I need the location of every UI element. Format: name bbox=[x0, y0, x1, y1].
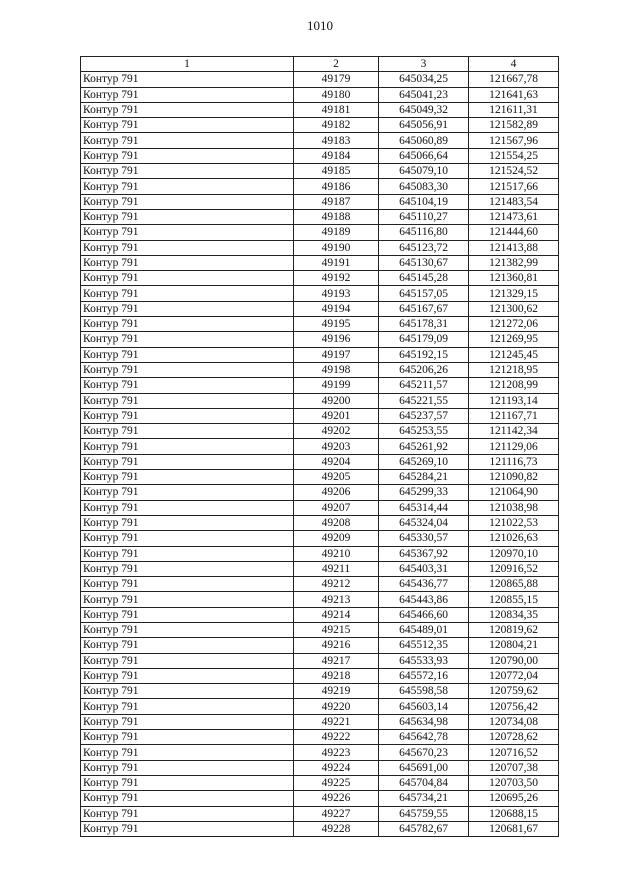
point-number-cell: 49223 bbox=[294, 745, 379, 760]
table-row bbox=[81, 470, 559, 485]
y-coordinate-cell: 121272,06 bbox=[469, 317, 559, 332]
point-number-cell: 49209 bbox=[294, 531, 379, 546]
x-coordinate-cell: 645253,55 bbox=[379, 424, 469, 439]
x-coordinate-cell: 645704,84 bbox=[379, 775, 469, 790]
x-coordinate-cell: 645598,58 bbox=[379, 684, 469, 699]
x-coordinate-cell: 645206,26 bbox=[379, 362, 469, 377]
y-coordinate-cell: 120970,10 bbox=[469, 546, 559, 561]
column-header: 1 bbox=[81, 57, 294, 72]
y-coordinate-cell: 120695,26 bbox=[469, 791, 559, 806]
point-number-cell: 49212 bbox=[294, 577, 379, 592]
table-row bbox=[81, 209, 559, 224]
y-coordinate-cell: 121026,63 bbox=[469, 531, 559, 546]
contour-name-cell: Контур 791 bbox=[81, 102, 294, 117]
y-coordinate-cell: 121193,14 bbox=[469, 393, 559, 408]
table-row bbox=[81, 102, 559, 117]
table-row bbox=[81, 668, 559, 683]
contour-name-cell: Контур 791 bbox=[81, 118, 294, 133]
point-number-cell: 49180 bbox=[294, 87, 379, 102]
y-coordinate-cell: 120728,62 bbox=[469, 730, 559, 745]
point-number-cell: 49204 bbox=[294, 454, 379, 469]
contour-name-cell: Контур 791 bbox=[81, 730, 294, 745]
point-number-cell: 49203 bbox=[294, 439, 379, 454]
table-row bbox=[81, 775, 559, 790]
table-row bbox=[81, 393, 559, 408]
table-row bbox=[81, 286, 559, 301]
x-coordinate-cell: 645634,98 bbox=[379, 714, 469, 729]
x-coordinate-cell: 645192,15 bbox=[379, 347, 469, 362]
contour-name-cell: Контур 791 bbox=[81, 577, 294, 592]
x-coordinate-cell: 645221,55 bbox=[379, 393, 469, 408]
table-row bbox=[81, 439, 559, 454]
contour-name-cell: Контур 791 bbox=[81, 668, 294, 683]
y-coordinate-cell: 121116,73 bbox=[469, 454, 559, 469]
y-coordinate-cell: 121582,89 bbox=[469, 118, 559, 133]
x-coordinate-cell: 645330,57 bbox=[379, 531, 469, 546]
contour-name-cell: Контур 791 bbox=[81, 179, 294, 194]
table-row bbox=[81, 745, 559, 760]
contour-name-cell: Контур 791 bbox=[81, 72, 294, 87]
contour-name-cell: Контур 791 bbox=[81, 684, 294, 699]
table-row bbox=[81, 255, 559, 270]
contour-name-cell: Контур 791 bbox=[81, 424, 294, 439]
table-row bbox=[81, 730, 559, 745]
x-coordinate-cell: 645403,31 bbox=[379, 561, 469, 576]
y-coordinate-cell: 120865,88 bbox=[469, 577, 559, 592]
y-coordinate-cell: 121208,99 bbox=[469, 378, 559, 393]
point-number-cell: 49221 bbox=[294, 714, 379, 729]
point-number-cell: 49213 bbox=[294, 592, 379, 607]
y-coordinate-cell: 120716,52 bbox=[469, 745, 559, 760]
contour-name-cell: Контур 791 bbox=[81, 255, 294, 270]
table-row bbox=[81, 271, 559, 286]
table-row bbox=[81, 317, 559, 332]
point-number-cell: 49225 bbox=[294, 775, 379, 790]
table-row bbox=[81, 179, 559, 194]
table-row bbox=[81, 714, 559, 729]
point-number-cell: 49179 bbox=[294, 72, 379, 87]
point-number-cell: 49195 bbox=[294, 317, 379, 332]
table-row bbox=[81, 133, 559, 148]
contour-name-cell: Контур 791 bbox=[81, 439, 294, 454]
point-number-cell: 49202 bbox=[294, 424, 379, 439]
point-number-cell: 49219 bbox=[294, 684, 379, 699]
x-coordinate-cell: 645116,80 bbox=[379, 225, 469, 240]
x-coordinate-cell: 645299,33 bbox=[379, 485, 469, 500]
y-coordinate-cell: 121382,99 bbox=[469, 255, 559, 270]
table-row bbox=[81, 653, 559, 668]
contour-name-cell: Контур 791 bbox=[81, 133, 294, 148]
contour-name-cell: Контур 791 bbox=[81, 225, 294, 240]
x-coordinate-cell: 645512,35 bbox=[379, 638, 469, 653]
point-number-cell: 49215 bbox=[294, 622, 379, 637]
contour-name-cell: Контур 791 bbox=[81, 821, 294, 836]
table-row bbox=[81, 577, 559, 592]
point-number-cell: 49214 bbox=[294, 607, 379, 622]
y-coordinate-cell: 120756,42 bbox=[469, 699, 559, 714]
contour-name-cell: Контур 791 bbox=[81, 699, 294, 714]
y-coordinate-cell: 121483,54 bbox=[469, 194, 559, 209]
y-coordinate-cell: 120804,21 bbox=[469, 638, 559, 653]
x-coordinate-cell: 645123,72 bbox=[379, 240, 469, 255]
x-coordinate-cell: 645691,00 bbox=[379, 760, 469, 775]
x-coordinate-cell: 645603,14 bbox=[379, 699, 469, 714]
table-row bbox=[81, 408, 559, 423]
y-coordinate-cell: 121022,53 bbox=[469, 515, 559, 530]
x-coordinate-cell: 645261,92 bbox=[379, 439, 469, 454]
table-row bbox=[81, 806, 559, 821]
contour-name-cell: Контур 791 bbox=[81, 301, 294, 316]
contour-name-cell: Контур 791 bbox=[81, 347, 294, 362]
table-row bbox=[81, 515, 559, 530]
point-number-cell: 49184 bbox=[294, 148, 379, 163]
x-coordinate-cell: 645782,67 bbox=[379, 821, 469, 836]
point-number-cell: 49210 bbox=[294, 546, 379, 561]
contour-name-cell: Контур 791 bbox=[81, 561, 294, 576]
table-row bbox=[81, 760, 559, 775]
table-row bbox=[81, 194, 559, 209]
table-row bbox=[81, 821, 559, 836]
x-coordinate-cell: 645049,32 bbox=[379, 102, 469, 117]
contour-name-cell: Контур 791 bbox=[81, 638, 294, 653]
table-row bbox=[81, 347, 559, 362]
y-coordinate-cell: 121038,98 bbox=[469, 500, 559, 515]
table-row bbox=[81, 531, 559, 546]
point-number-cell: 49187 bbox=[294, 194, 379, 209]
point-number-cell: 49205 bbox=[294, 470, 379, 485]
table-row bbox=[81, 424, 559, 439]
table-row bbox=[81, 561, 559, 576]
y-coordinate-cell: 120707,38 bbox=[469, 760, 559, 775]
x-coordinate-cell: 645211,57 bbox=[379, 378, 469, 393]
contour-name-cell: Контур 791 bbox=[81, 653, 294, 668]
x-coordinate-cell: 645167,67 bbox=[379, 301, 469, 316]
contour-name-cell: Контур 791 bbox=[81, 622, 294, 637]
contour-name-cell: Контур 791 bbox=[81, 745, 294, 760]
contour-name-cell: Контур 791 bbox=[81, 240, 294, 255]
contour-name-cell: Контур 791 bbox=[81, 362, 294, 377]
coordinates-table bbox=[80, 56, 559, 837]
table-row bbox=[81, 592, 559, 607]
point-number-cell: 49227 bbox=[294, 806, 379, 821]
contour-name-cell: Контур 791 bbox=[81, 470, 294, 485]
contour-name-cell: Контур 791 bbox=[81, 531, 294, 546]
contour-name-cell: Контур 791 bbox=[81, 500, 294, 515]
point-number-cell: 49217 bbox=[294, 653, 379, 668]
y-coordinate-cell: 121413,88 bbox=[469, 240, 559, 255]
table-row bbox=[81, 118, 559, 133]
x-coordinate-cell: 645066,64 bbox=[379, 148, 469, 163]
x-coordinate-cell: 645145,28 bbox=[379, 271, 469, 286]
y-coordinate-cell: 121517,66 bbox=[469, 179, 559, 194]
point-number-cell: 49206 bbox=[294, 485, 379, 500]
point-number-cell: 49188 bbox=[294, 209, 379, 224]
point-number-cell: 49197 bbox=[294, 347, 379, 362]
y-coordinate-cell: 121567,96 bbox=[469, 133, 559, 148]
column-header: 2 bbox=[294, 57, 379, 72]
x-coordinate-cell: 645237,57 bbox=[379, 408, 469, 423]
x-coordinate-cell: 645079,10 bbox=[379, 164, 469, 179]
x-coordinate-cell: 645179,09 bbox=[379, 332, 469, 347]
contour-name-cell: Контур 791 bbox=[81, 209, 294, 224]
x-coordinate-cell: 645367,92 bbox=[379, 546, 469, 561]
y-coordinate-cell: 120790,00 bbox=[469, 653, 559, 668]
y-coordinate-cell: 121245,45 bbox=[469, 347, 559, 362]
y-coordinate-cell: 121090,82 bbox=[469, 470, 559, 485]
y-coordinate-cell: 120916,52 bbox=[469, 561, 559, 576]
point-number-cell: 49228 bbox=[294, 821, 379, 836]
point-number-cell: 49199 bbox=[294, 378, 379, 393]
table-header bbox=[81, 57, 559, 72]
contour-name-cell: Контур 791 bbox=[81, 607, 294, 622]
x-coordinate-cell: 645443,86 bbox=[379, 592, 469, 607]
x-coordinate-cell: 645533,93 bbox=[379, 653, 469, 668]
y-coordinate-cell: 121641,63 bbox=[469, 87, 559, 102]
point-number-cell: 49192 bbox=[294, 271, 379, 286]
point-number-cell: 49181 bbox=[294, 102, 379, 117]
table-row bbox=[81, 699, 559, 714]
table-row bbox=[81, 622, 559, 637]
page-number: 1010 bbox=[307, 18, 333, 33]
x-coordinate-cell: 645759,55 bbox=[379, 806, 469, 821]
y-coordinate-cell: 120688,15 bbox=[469, 806, 559, 821]
x-coordinate-cell: 645314,44 bbox=[379, 500, 469, 515]
table-row bbox=[81, 164, 559, 179]
table-row bbox=[81, 87, 559, 102]
y-coordinate-cell: 121064,90 bbox=[469, 485, 559, 500]
point-number-cell: 49193 bbox=[294, 286, 379, 301]
x-coordinate-cell: 645284,21 bbox=[379, 470, 469, 485]
point-number-cell: 49224 bbox=[294, 760, 379, 775]
point-number-cell: 49220 bbox=[294, 699, 379, 714]
contour-name-cell: Контур 791 bbox=[81, 454, 294, 469]
y-coordinate-cell: 120834,35 bbox=[469, 607, 559, 622]
table-row bbox=[81, 72, 559, 87]
contour-name-cell: Контур 791 bbox=[81, 378, 294, 393]
contour-name-cell: Контур 791 bbox=[81, 317, 294, 332]
contour-name-cell: Контур 791 bbox=[81, 148, 294, 163]
point-number-cell: 49201 bbox=[294, 408, 379, 423]
x-coordinate-cell: 645466,60 bbox=[379, 607, 469, 622]
x-coordinate-cell: 645104,19 bbox=[379, 194, 469, 209]
point-number-cell: 49189 bbox=[294, 225, 379, 240]
column-header: 3 bbox=[379, 57, 469, 72]
point-number-cell: 49196 bbox=[294, 332, 379, 347]
y-coordinate-cell: 121269,95 bbox=[469, 332, 559, 347]
point-number-cell: 49198 bbox=[294, 362, 379, 377]
y-coordinate-cell: 121554,25 bbox=[469, 148, 559, 163]
header-row bbox=[81, 57, 559, 72]
table-row bbox=[81, 301, 559, 316]
table-row bbox=[81, 500, 559, 515]
point-number-cell: 49182 bbox=[294, 118, 379, 133]
y-coordinate-cell: 121329,15 bbox=[469, 286, 559, 301]
y-coordinate-cell: 121129,06 bbox=[469, 439, 559, 454]
point-number-cell: 49222 bbox=[294, 730, 379, 745]
x-coordinate-cell: 645489,01 bbox=[379, 622, 469, 637]
y-coordinate-cell: 121360,81 bbox=[469, 271, 559, 286]
x-coordinate-cell: 645110,27 bbox=[379, 209, 469, 224]
table-row bbox=[81, 454, 559, 469]
x-coordinate-cell: 645269,10 bbox=[379, 454, 469, 469]
y-coordinate-cell: 121167,71 bbox=[469, 408, 559, 423]
x-coordinate-cell: 645324,04 bbox=[379, 515, 469, 530]
x-coordinate-cell: 645060,89 bbox=[379, 133, 469, 148]
y-coordinate-cell: 120772,04 bbox=[469, 668, 559, 683]
point-number-cell: 49190 bbox=[294, 240, 379, 255]
point-number-cell: 49186 bbox=[294, 179, 379, 194]
contour-name-cell: Контур 791 bbox=[81, 714, 294, 729]
contour-name-cell: Контур 791 bbox=[81, 592, 294, 607]
contour-name-cell: Контур 791 bbox=[81, 393, 294, 408]
point-number-cell: 49226 bbox=[294, 791, 379, 806]
table-row bbox=[81, 225, 559, 240]
point-number-cell: 49185 bbox=[294, 164, 379, 179]
table-row bbox=[81, 546, 559, 561]
table-row bbox=[81, 791, 559, 806]
x-coordinate-cell: 645034,25 bbox=[379, 72, 469, 87]
point-number-cell: 49194 bbox=[294, 301, 379, 316]
y-coordinate-cell: 121667,78 bbox=[469, 72, 559, 87]
contour-name-cell: Контур 791 bbox=[81, 806, 294, 821]
y-coordinate-cell: 120855,15 bbox=[469, 592, 559, 607]
table-row bbox=[81, 378, 559, 393]
table-body bbox=[81, 72, 559, 837]
table-row bbox=[81, 638, 559, 653]
point-number-cell: 49200 bbox=[294, 393, 379, 408]
y-coordinate-cell: 121473,61 bbox=[469, 209, 559, 224]
y-coordinate-cell: 120819,62 bbox=[469, 622, 559, 637]
x-coordinate-cell: 645056,91 bbox=[379, 118, 469, 133]
y-coordinate-cell: 121218,95 bbox=[469, 362, 559, 377]
point-number-cell: 49208 bbox=[294, 515, 379, 530]
contour-name-cell: Контур 791 bbox=[81, 194, 294, 209]
y-coordinate-cell: 121611,31 bbox=[469, 102, 559, 117]
x-coordinate-cell: 645083,30 bbox=[379, 179, 469, 194]
x-coordinate-cell: 645572,16 bbox=[379, 668, 469, 683]
y-coordinate-cell: 120703,50 bbox=[469, 775, 559, 790]
x-coordinate-cell: 645734,21 bbox=[379, 791, 469, 806]
contour-name-cell: Контур 791 bbox=[81, 515, 294, 530]
x-coordinate-cell: 645178,31 bbox=[379, 317, 469, 332]
x-coordinate-cell: 645436,77 bbox=[379, 577, 469, 592]
contour-name-cell: Контур 791 bbox=[81, 87, 294, 102]
contour-name-cell: Контур 791 bbox=[81, 791, 294, 806]
x-coordinate-cell: 645642,78 bbox=[379, 730, 469, 745]
point-number-cell: 49216 bbox=[294, 638, 379, 653]
y-coordinate-cell: 120681,67 bbox=[469, 821, 559, 836]
y-coordinate-cell: 120734,08 bbox=[469, 714, 559, 729]
contour-name-cell: Контур 791 bbox=[81, 760, 294, 775]
contour-name-cell: Контур 791 bbox=[81, 485, 294, 500]
point-number-cell: 49218 bbox=[294, 668, 379, 683]
point-number-cell: 49183 bbox=[294, 133, 379, 148]
contour-name-cell: Контур 791 bbox=[81, 408, 294, 423]
table-row bbox=[81, 485, 559, 500]
y-coordinate-cell: 121300,62 bbox=[469, 301, 559, 316]
table-row bbox=[81, 607, 559, 622]
contour-name-cell: Контур 791 bbox=[81, 775, 294, 790]
point-number-cell: 49211 bbox=[294, 561, 379, 576]
table-row bbox=[81, 362, 559, 377]
table-row bbox=[81, 240, 559, 255]
y-coordinate-cell: 120759,62 bbox=[469, 684, 559, 699]
table-row bbox=[81, 148, 559, 163]
point-number-cell: 49207 bbox=[294, 500, 379, 515]
y-coordinate-cell: 121142,34 bbox=[469, 424, 559, 439]
contour-name-cell: Контур 791 bbox=[81, 271, 294, 286]
contour-name-cell: Контур 791 bbox=[81, 286, 294, 301]
y-coordinate-cell: 121444,60 bbox=[469, 225, 559, 240]
point-number-cell: 49191 bbox=[294, 255, 379, 270]
column-header: 4 bbox=[469, 57, 559, 72]
table-row bbox=[81, 684, 559, 699]
y-coordinate-cell: 121524,52 bbox=[469, 164, 559, 179]
x-coordinate-cell: 645157,05 bbox=[379, 286, 469, 301]
contour-name-cell: Контур 791 bbox=[81, 546, 294, 561]
x-coordinate-cell: 645130,67 bbox=[379, 255, 469, 270]
table-row bbox=[81, 332, 559, 347]
x-coordinate-cell: 645670,23 bbox=[379, 745, 469, 760]
contour-name-cell: Контур 791 bbox=[81, 164, 294, 179]
contour-name-cell: Контур 791 bbox=[81, 332, 294, 347]
x-coordinate-cell: 645041,23 bbox=[379, 87, 469, 102]
